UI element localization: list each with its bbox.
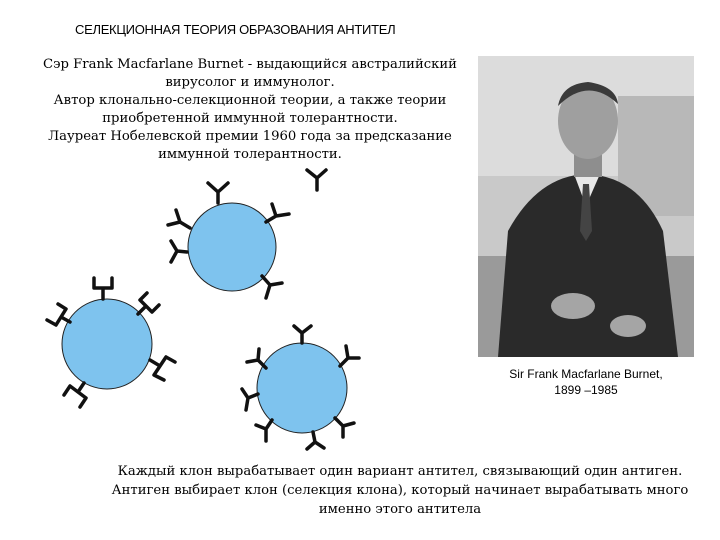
caption-name: Sir Frank Macfarlane Burnet, [509, 367, 663, 381]
intro-line: Лауреат Нобелевской премии 1960 года за предсказание [48, 129, 452, 144]
intro-line: вирусолог и иммунолог. [165, 75, 335, 90]
b-cell-clone-1 [168, 170, 326, 298]
antibody-receptor-icon [307, 170, 326, 190]
bottom-line: Каждый клон вырабатывает один вариант антител, связывающий один антиген. [117, 464, 683, 479]
caption-years: 1899 –1985 [554, 383, 618, 397]
intro-line: Автор клонально-селекционной теории, а также теории [53, 93, 447, 108]
portrait-illustration [478, 56, 694, 357]
bottom-line: Антиген выбирает клон (селекция клона), который начинает вырабатывать много [111, 483, 689, 498]
intro-line: приобретенной иммунной толерантности. [102, 111, 398, 126]
b-cell-clone-3 [242, 326, 359, 449]
intro-line: Сэр Frank Macfarlane Burnet - выдающийся австралийский [43, 57, 457, 72]
b-cell-clone-2 [47, 278, 175, 407]
slide-title: СЕЛЕКЦИОННАЯ ТЕОРИЯ ОБРАЗОВАНИЯ АНТИТЕЛ [75, 22, 396, 37]
burnet-portrait-photo [478, 56, 694, 357]
bottom-line: именно этого антитела [318, 502, 482, 517]
photo-caption [478, 366, 694, 398]
intro-line: иммунной толерантности. [158, 147, 342, 162]
bottom-text [95, 462, 705, 519]
